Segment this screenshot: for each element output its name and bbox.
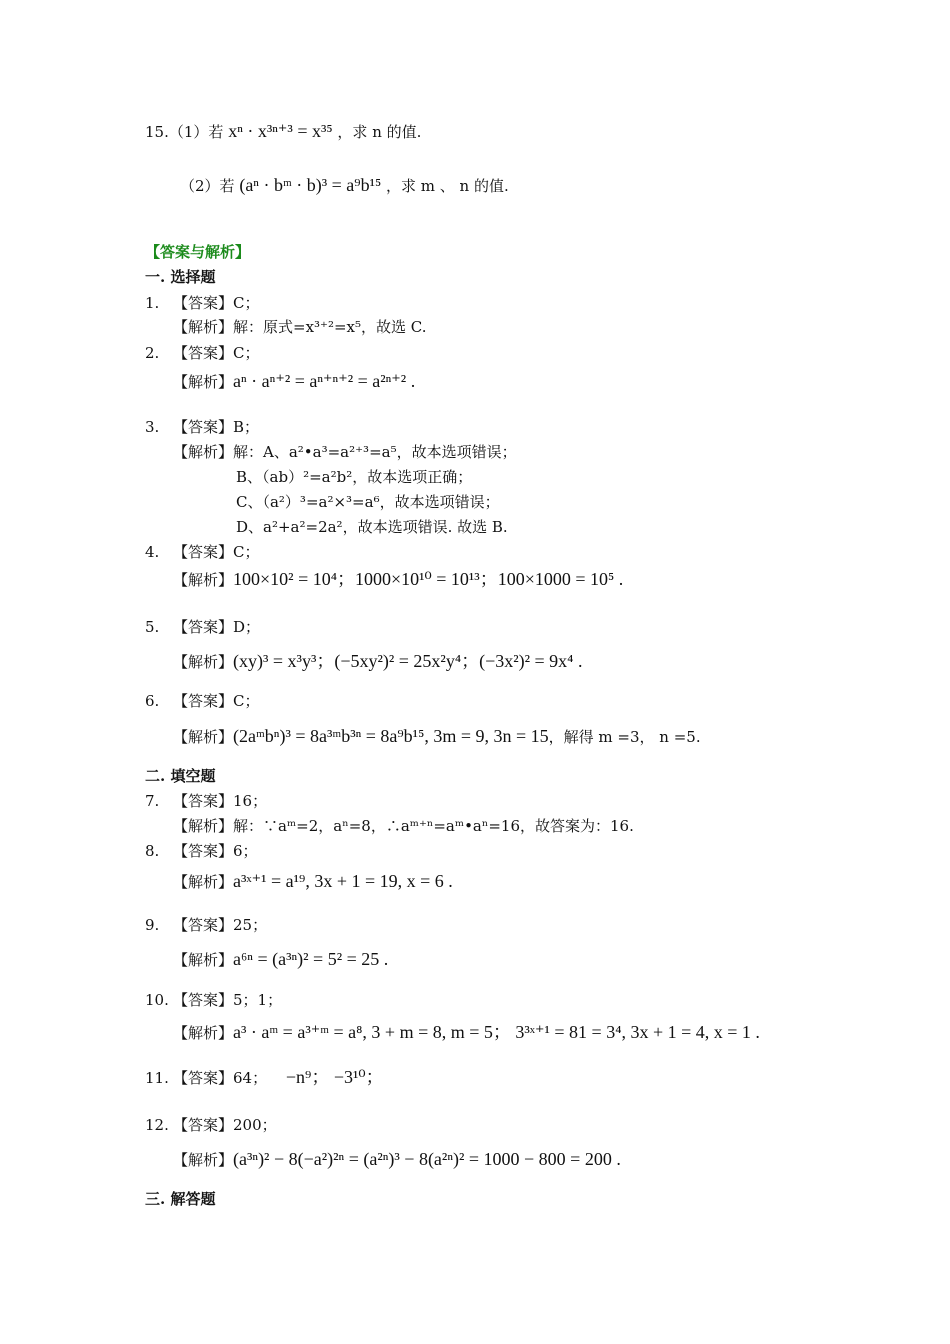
- item-9-analysis-formula: a⁶ⁿ = (a³ⁿ)² = 5² = 25 .: [233, 949, 389, 969]
- item-8-number: 8.: [145, 842, 160, 860]
- item-4-answer: [145, 543, 260, 562]
- analysis-label: 【解析】: [173, 571, 234, 589]
- answer-label: 【答案】: [173, 692, 234, 710]
- item-6-answer-value: C；: [233, 692, 260, 710]
- q15-part2: [180, 174, 509, 197]
- item-4-analysis: [173, 568, 623, 591]
- q15-part1-label: 15.（1）若: [145, 123, 224, 141]
- item-2-number: 2.: [145, 344, 160, 362]
- item-3-option-b: B、（ab）²=a²b²，故本选项正确；: [236, 468, 473, 486]
- item-6-answer: [145, 692, 260, 711]
- q15-part2-label: （2）若: [180, 177, 235, 195]
- item-3-option-d: D、a²+a²=2a²，故本选项错误. 故选 B.: [236, 518, 508, 536]
- item-9-answer: [145, 916, 267, 935]
- item-3-answer: [145, 418, 259, 437]
- item-3-answer-value: B；: [233, 418, 260, 436]
- item-11-answer-value: 64；: [233, 1069, 268, 1087]
- item-10-number: 10.: [145, 991, 169, 1009]
- item-2-answer-value: C；: [233, 344, 260, 362]
- analysis-label: 【解析】: [173, 653, 234, 671]
- item-9-analysis: [173, 948, 388, 971]
- analysis-label: 【解析】: [173, 951, 234, 969]
- item-8-analysis-formula: a³ˣ⁺¹ = a¹⁹, 3x + 1 = 19, x = 6 .: [233, 871, 453, 891]
- item-7-analysis-text: 解：∵aᵐ=2，aⁿ=8，∴aᵐ⁺ⁿ=aᵐ•aⁿ=16，故答案为：16.: [233, 817, 634, 835]
- item-12-number: 12.: [145, 1116, 169, 1134]
- section-title-fill: 二. 填空题: [145, 767, 216, 785]
- item-1-number: 1.: [145, 294, 160, 312]
- item-10-answer-value: 5；1；: [233, 991, 283, 1009]
- answer-label: 【答案】: [173, 991, 234, 1009]
- analysis-label: 【解析】: [173, 318, 234, 336]
- item-12-analysis: [173, 1148, 621, 1171]
- item-9-number: 9.: [145, 916, 160, 934]
- answers-title: 【答案与解析】: [145, 243, 251, 261]
- item-12-answer-value: 200；: [233, 1116, 277, 1134]
- item-5-analysis: [173, 650, 582, 673]
- section-title-choice: 一. 选择题: [145, 268, 216, 286]
- item-1-answer-value: C；: [233, 294, 260, 312]
- q15-part2-formula: (aⁿ · bᵐ · b)³ = a⁹b¹⁵: [239, 175, 382, 195]
- answer-label: 【答案】: [173, 294, 234, 312]
- item-12-analysis-formula: (a³ⁿ)² − 8(−a²)²ⁿ = (a²ⁿ)³ − 8(a²ⁿ)² = 1000 − 800 = 200 .: [233, 1149, 621, 1169]
- item-3-option-c: C、（a²）³=a²×³=a⁶，故本选项错误；: [236, 493, 500, 511]
- answer-label: 【答案】: [173, 543, 234, 561]
- analysis-label: 【解析】: [173, 873, 234, 891]
- item-11-answer: [145, 1066, 384, 1089]
- item-4-analysis-formula: 100×10² = 10⁴；1000×10¹⁰ = 10¹³；100×1000 = 10⁵ .: [233, 569, 624, 589]
- item-7-number: 7.: [145, 792, 160, 810]
- analysis-label: 【解析】: [173, 728, 234, 746]
- analysis-label: 【解析】: [173, 1024, 234, 1042]
- item-6-analysis: [173, 725, 701, 748]
- answer-label: 【答案】: [173, 1116, 234, 1134]
- q15-part1: [145, 120, 421, 143]
- item-11-number: 11.: [145, 1069, 169, 1087]
- item-5-analysis-formula: (xy)³ = x³y³；(−5xy²)² = 25x²y⁴；(−3x²)² = 9x⁴ .: [233, 651, 583, 671]
- item-12-answer: [145, 1116, 277, 1135]
- answer-label: 【答案】: [173, 344, 234, 362]
- item-3-option-a: 解：A、a²•a³=a²⁺³=a⁵，故本选项错误；: [233, 443, 517, 461]
- item-6-analysis-tail: ，解得 m =3， n =5.: [548, 728, 701, 746]
- item-1-analysis: [173, 318, 427, 337]
- analysis-label: 【解析】: [173, 817, 234, 835]
- item-8-answer: [145, 842, 258, 861]
- section-title-solve: 三. 解答题: [145, 1190, 216, 1208]
- item-8-analysis: [173, 870, 453, 893]
- answer-label: 【答案】: [173, 916, 234, 934]
- item-5-answer: [145, 618, 260, 637]
- item-2-analysis-formula: aⁿ · aⁿ⁺² = aⁿ⁺ⁿ⁺² = a²ⁿ⁺² .: [233, 371, 416, 391]
- item-7-answer: [145, 792, 267, 811]
- analysis-label: 【解析】: [173, 1151, 234, 1169]
- answer-label: 【答案】: [173, 618, 234, 636]
- item-4-answer-value: C；: [233, 543, 260, 561]
- item-8-answer-value: 6；: [233, 842, 258, 860]
- item-2-answer: [145, 344, 260, 363]
- item-3-analysis-a: [173, 443, 517, 462]
- item-1-answer: [145, 294, 260, 313]
- answer-label: 【答案】: [173, 842, 234, 860]
- q15-part2-tail: ，求 m 、 n 的值.: [386, 177, 509, 195]
- item-3-number: 3.: [145, 418, 160, 436]
- answer-label: 【答案】: [173, 1069, 234, 1087]
- answer-label: 【答案】: [173, 418, 234, 436]
- analysis-label: 【解析】: [173, 373, 234, 391]
- item-9-answer-value: 25；: [233, 916, 268, 934]
- q15-part1-tail: ，求 n 的值.: [337, 123, 422, 141]
- item-5-number: 5.: [145, 618, 160, 636]
- item-6-analysis-formula: (2aᵐbⁿ)³ = 8a³ᵐb³ⁿ = 8a⁹b¹⁵, 3m = 9, 3n = 15: [233, 726, 549, 746]
- answer-label: 【答案】: [173, 792, 234, 810]
- item-4-number: 4.: [145, 543, 160, 561]
- item-2-analysis: [173, 370, 415, 393]
- item-10-answer: [145, 991, 282, 1010]
- analysis-label: 【解析】: [173, 443, 234, 461]
- item-10-analysis-formula: a³ · aᵐ = a³⁺ᵐ = a⁸, 3 + m = 8, m = 5； 3³ˣ⁺¹ = 81 = 3⁴, 3x + 1 = 4, x = 1 .: [233, 1022, 760, 1042]
- item-5-answer-value: D；: [233, 618, 261, 636]
- item-6-number: 6.: [145, 692, 160, 710]
- item-1-analysis-text: 解：原式=x³⁺²=x⁵，故选 C.: [233, 318, 427, 336]
- item-7-answer-value: 16；: [233, 792, 268, 810]
- q15-part1-formula: xⁿ · x³ⁿ⁺³ = x³⁵: [228, 121, 333, 141]
- item-10-analysis: [173, 1021, 760, 1044]
- item-7-analysis: [173, 817, 634, 836]
- item-11-extra-formula: −n⁹； −3¹⁰；: [285, 1067, 384, 1087]
